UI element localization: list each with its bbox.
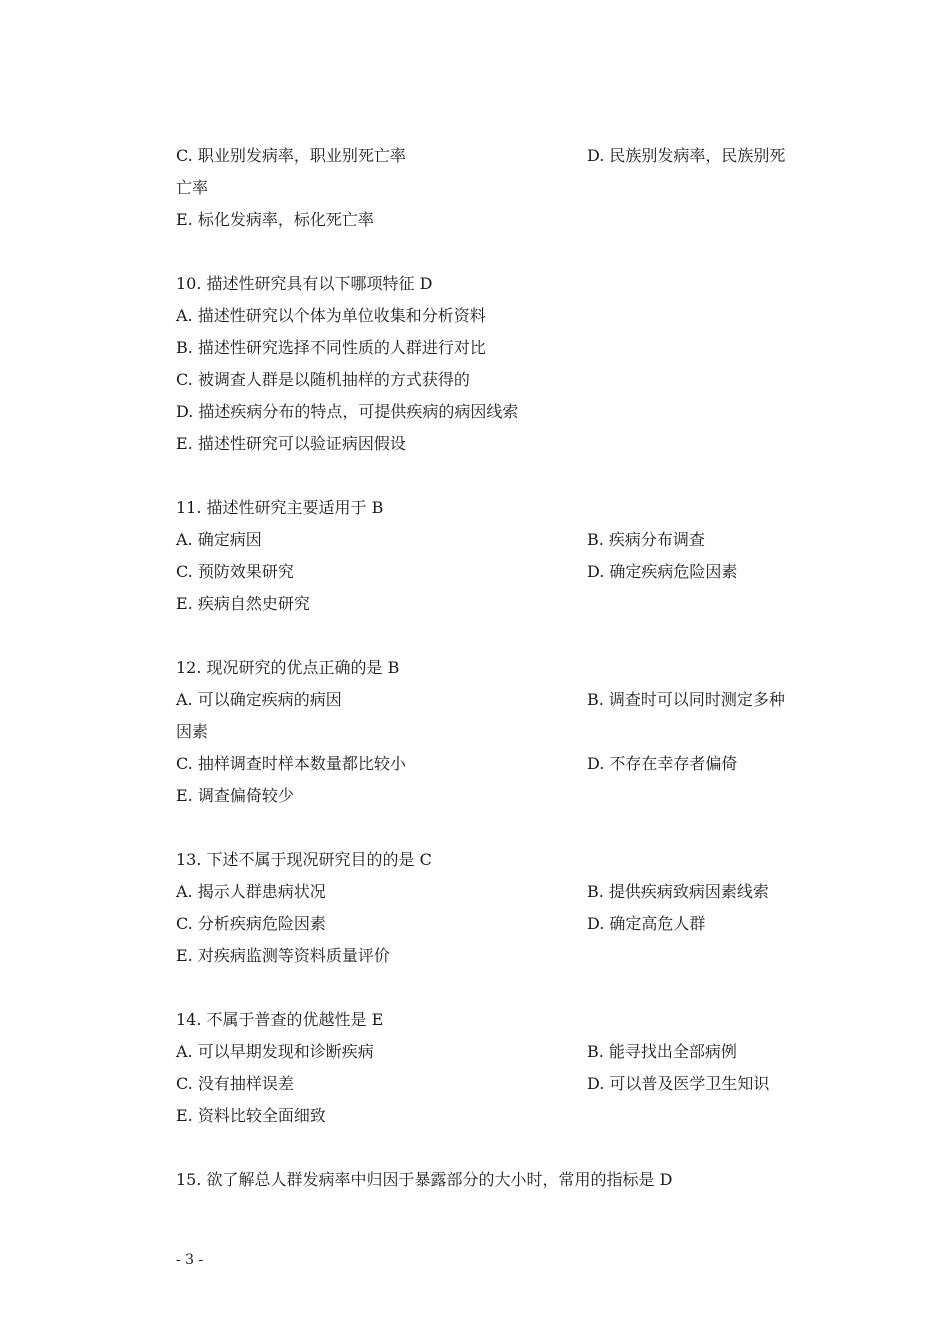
q14-option-e: E. 资料比较全面细致 [176,1106,326,1125]
q11-option-b: B. 疾病分布调查 [587,530,705,549]
option-d-wrap: 亡率 [176,178,209,197]
option-e: E. 标化发病率，标化死亡率 [176,210,374,229]
q11-option-c: C. 预防效果研究 [176,562,294,581]
q10-option-e: E. 描述性研究可以验证病因假设 [176,434,406,453]
q12-option-b-wrap: 因素 [176,722,209,741]
option-c: C. 职业别发病率，职业别死亡率 [176,146,406,165]
q12-option-e: E. 调查偏倚较少 [176,786,294,805]
q13-option-d: D. 确定高危人群 [587,914,706,933]
q13-option-a: A. 揭示人群患病状况 [176,882,326,901]
question-15-stem: 15. 欲了解总人群发病率中归因于暴露部分的大小时，常用的指标是 D [176,1170,673,1189]
q10-option-a: A. 描述性研究以个体为单位收集和分析资料 [176,306,486,325]
q12-option-d: D. 不存在幸存者偏倚 [587,754,738,773]
q14-option-d: D. 可以普及医学卫生知识 [587,1074,770,1093]
question-14-stem: 14. 不属于普查的优越性是 E [176,1010,384,1029]
q12-option-a: A. 可以确定疾病的病因 [176,690,342,709]
page-number: - 3 - [176,1252,204,1268]
q11-option-d: D. 确定疾病危险因素 [587,562,738,581]
q10-option-d: D. 描述疾病分布的特点，可提供疾病的病因线索 [176,402,519,421]
q13-option-e: E. 对疾病监测等资料质量评价 [176,946,390,965]
q11-option-a: A. 确定病因 [176,530,262,549]
question-10-stem: 10. 描述性研究具有以下哪项特征 D [176,274,433,293]
q10-option-b: B. 描述性研究选择不同性质的人群进行对比 [176,338,486,357]
question-13-stem: 13. 下述不属于现况研究目的的是 C [176,850,432,869]
q14-option-a: A. 可以早期发现和诊断疾病 [176,1042,374,1061]
q13-option-b: B. 提供疾病致病因素线索 [587,882,769,901]
q11-option-e: E. 疾病自然史研究 [176,594,310,613]
q14-option-c: C. 没有抽样误差 [176,1074,294,1093]
option-d: D. 民族别发病率，民族别死 [587,146,786,165]
q12-option-b: B. 调查时可以同时测定多种 [587,690,785,709]
question-11-stem: 11. 描述性研究主要适用于 B [176,498,384,517]
question-12-stem: 12. 现况研究的优点正确的是 B [176,658,400,677]
q13-option-c: C. 分析疾病危险因素 [176,914,326,933]
q12-option-c: C. 抽样调查时样本数量都比较小 [176,754,406,773]
q10-option-c: C. 被调查人群是以随机抽样的方式获得的 [176,370,470,389]
q14-option-b: B. 能寻找出全部病例 [587,1042,737,1061]
